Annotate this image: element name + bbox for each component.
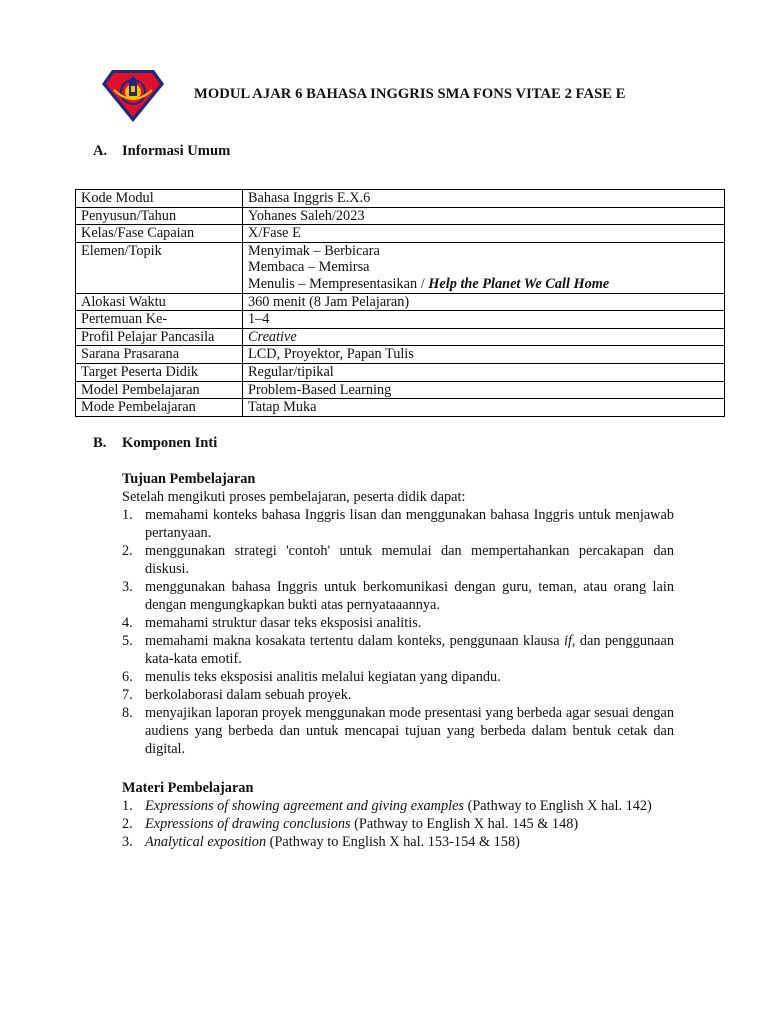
row-value: Problem-Based Learning	[243, 381, 725, 399]
row-value: X/Fase E	[243, 225, 725, 243]
row-value-prefix: Menulis – Mempresentasikan /	[248, 275, 429, 292]
list-item	[122, 614, 674, 632]
table-row	[76, 190, 725, 208]
materi-list	[122, 797, 674, 851]
item-number: 1.	[122, 507, 133, 523]
info-table	[75, 189, 725, 417]
row-value-line: Membaca – Memirsa	[248, 259, 370, 276]
row-key: Elemen/Topik	[76, 242, 243, 293]
row-value: Creative	[243, 328, 725, 346]
row-key: Model Pembelajaran	[76, 381, 243, 399]
school-shield-logo-icon	[100, 68, 166, 124]
list-item	[122, 797, 674, 815]
row-value: 1–4	[243, 311, 725, 329]
row-key: Sarana Prasarana	[76, 346, 243, 364]
tujuan-heading: Tujuan Pembelajaran	[122, 471, 256, 487]
section-a-letter: A.	[93, 143, 108, 159]
row-value: LCD, Proyektor, Papan Tulis	[243, 346, 725, 364]
list-item	[122, 704, 674, 758]
item-text-emph: Analytical exposition	[145, 834, 267, 850]
tujuan-block	[122, 470, 674, 758]
item-number: 7.	[122, 687, 133, 703]
section-b-heading	[93, 435, 217, 452]
item-text: menggunakan bahasa Inggris untuk berkomunikasi dengan guru, teman, atau orang lain dengan mengungkapkan bukti atas pernyataaannya.	[145, 579, 674, 613]
item-text-post: (Pathway to English X hal. 153-154 & 158)	[266, 834, 520, 850]
item-text: menyajikan laporan proyek menggunakan mode presentasi yang berbeda agar sesuai dengan audiens yang berbeda dan untuk mencapai tujuan yang berbeda dalam bentuk cetak dan digital.	[145, 705, 674, 757]
tujuan-intro: Setelah mengikuti proses pembelajaran, peserta didik dapat:	[122, 489, 466, 505]
list-item	[122, 632, 674, 668]
row-value: Tatap Muka	[243, 399, 725, 417]
item-text: berkolaborasi dalam sebuah proyek.	[145, 687, 352, 703]
section-b-title: Komponen Inti	[122, 435, 218, 451]
item-text-emph: Expressions of showing agreement and giving examples	[145, 798, 464, 814]
table-row	[76, 399, 725, 417]
item-text-post: (Pathway to English X hal. 145 & 148)	[350, 816, 579, 832]
row-value: Regular/tipikal	[243, 363, 725, 381]
list-item	[122, 815, 674, 833]
item-number: 5.	[122, 633, 133, 649]
list-item	[122, 542, 674, 578]
item-text-post: (Pathway to English X hal. 142)	[464, 798, 652, 814]
row-key: Target Peserta Didik	[76, 363, 243, 381]
item-number: 1.	[122, 798, 133, 814]
list-item	[122, 668, 674, 686]
document-title: MODUL AJAR 6 BAHASA INGGRIS SMA FONS VITAE 2 FASE E	[194, 86, 626, 102]
item-text-post: , dan penggunaan kata-kata emotif.	[145, 633, 674, 667]
item-number: 8.	[122, 705, 133, 721]
tujuan-list	[122, 506, 674, 758]
item-text: memahami konteks bahasa Inggris lisan dan menggunakan bahasa Inggris untuk menjawab pertanyaan.	[145, 507, 674, 541]
item-text-emph: Expressions of drawing conclusions	[145, 816, 351, 832]
row-key: Mode Pembelajaran	[76, 399, 243, 417]
item-number: 4.	[122, 615, 133, 631]
list-item	[122, 686, 674, 704]
section-a-title: Informasi Umum	[122, 143, 231, 159]
table-row	[76, 225, 725, 243]
row-key: Pertemuan Ke-	[76, 311, 243, 329]
item-number: 6.	[122, 669, 133, 685]
row-value: 360 menit (8 Jam Pelajaran)	[243, 293, 725, 311]
materi-heading: Materi Pembelajaran	[122, 780, 254, 796]
table-row	[76, 346, 725, 364]
table-row	[76, 207, 725, 225]
row-value: Yohanes Saleh/2023	[243, 207, 725, 225]
topic-title: Help the Planet We Call Home	[428, 275, 610, 292]
table-row	[76, 328, 725, 346]
row-key: Profil Pelajar Pancasila	[76, 328, 243, 346]
row-value	[243, 242, 725, 293]
item-number: 3.	[122, 579, 133, 595]
row-key: Alokasi Waktu	[76, 293, 243, 311]
section-a-heading	[93, 143, 230, 160]
row-key: Kelas/Fase Capaian	[76, 225, 243, 243]
table-row	[76, 381, 725, 399]
table-row	[76, 363, 725, 381]
table-row	[76, 293, 725, 311]
item-text-pre: memahami makna kosakata tertentu dalam konteks, penggunaan klausa	[145, 633, 564, 649]
row-key: Kode Modul	[76, 190, 243, 208]
list-item	[122, 506, 674, 542]
table-row	[76, 242, 725, 293]
item-text: menulis teks eksposisi analitis melalui kegiatan yang dipandu.	[145, 669, 501, 685]
item-text: memahami struktur dasar teks eksposisi analitis.	[145, 615, 422, 631]
row-value-line	[248, 276, 719, 293]
table-row	[76, 311, 725, 329]
list-item	[122, 833, 674, 851]
item-text: menggunakan strategi 'contoh' untuk memulai dan mempertahankan percakapan dan diskusi.	[145, 543, 674, 577]
row-value-line: Menyimak – Berbicara	[248, 242, 380, 259]
section-b-letter: B.	[93, 435, 107, 451]
row-value: Bahasa Inggris E.X.6	[243, 190, 725, 208]
item-number: 2.	[122, 816, 133, 832]
item-text-emph: if	[563, 633, 572, 649]
item-number: 3.	[122, 834, 133, 850]
materi-block	[122, 779, 674, 851]
item-number: 2.	[122, 543, 133, 559]
row-key: Penyusun/Tahun	[76, 207, 243, 225]
list-item	[122, 578, 674, 614]
